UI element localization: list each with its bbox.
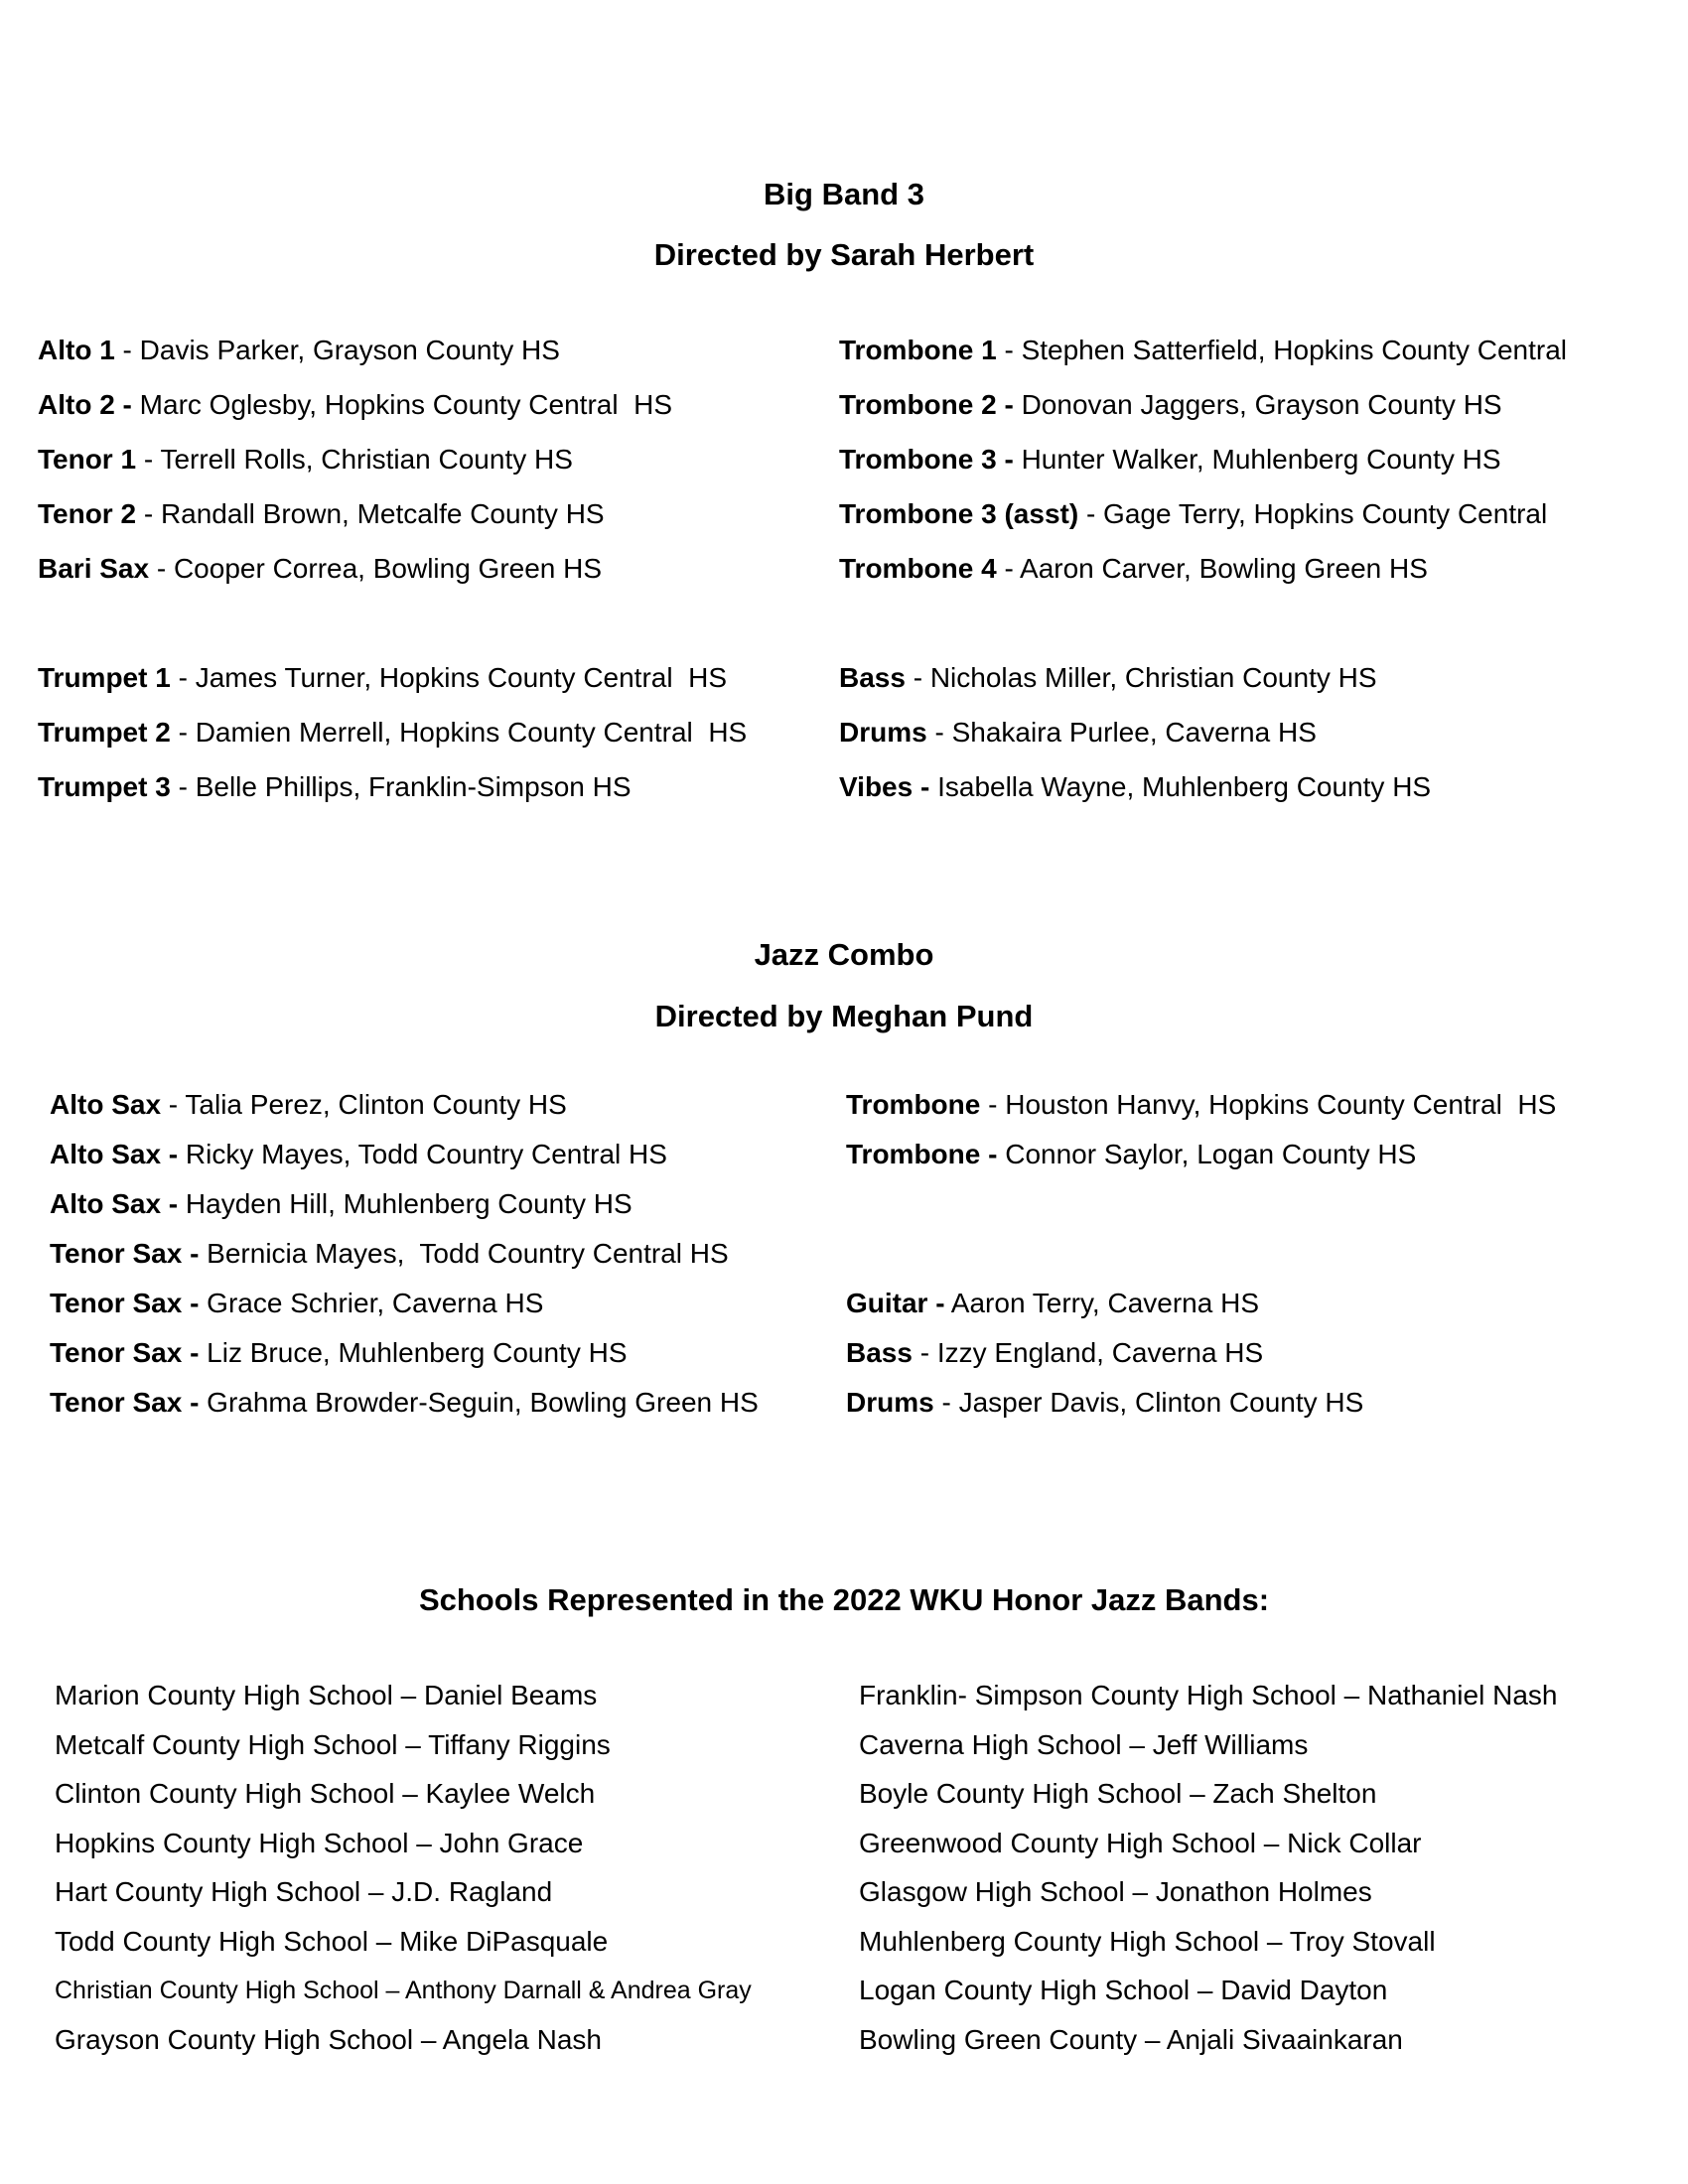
school-entry: Boyle County High School – Zach Shelton — [859, 1778, 1377, 1809]
player-text: - Shakaira Purlee, Caverna HS — [926, 717, 1317, 748]
roster-entry — [846, 1380, 1648, 1430]
roster-entry — [50, 1330, 846, 1380]
roster-entry — [38, 655, 839, 710]
roster-entry — [839, 437, 1646, 491]
roster-entry — [38, 546, 839, 601]
instrument-label: Alto 2 - — [38, 389, 132, 420]
instrument-label: Trombone 4 — [839, 553, 997, 584]
schools-list — [55, 1673, 1648, 2066]
instrument-label: Tenor Sax - — [50, 1288, 200, 1318]
player-text: Donovan Jaggers, Grayson County HS — [1013, 389, 1502, 420]
player-text: Ricky Mayes, Todd Country Central HS — [178, 1139, 667, 1169]
roster-entry — [839, 764, 1646, 819]
school-entry: Christian County High School – Anthony Darnall & Andrea Gray — [55, 1977, 752, 2004]
player-text: Isabella Wayne, Muhlenberg County HS — [929, 771, 1432, 802]
roster-entry — [38, 437, 839, 491]
roster-entry — [50, 1132, 846, 1181]
school-entry: Marion County High School – Daniel Beams — [55, 1680, 598, 1710]
player-text: - James Turner, Hopkins County Central HS — [170, 662, 728, 693]
instrument-label: Guitar - — [846, 1288, 945, 1318]
player-text: - Aaron Carver, Bowling Green HS — [996, 553, 1428, 584]
roster-entry — [839, 546, 1646, 601]
roster-entry — [38, 328, 839, 382]
player-text: - Randall Brown, Metcalfe County HS — [136, 498, 605, 529]
instrument-label: Alto Sax — [50, 1089, 162, 1120]
instrument-label: Tenor Sax - — [50, 1238, 200, 1269]
player-text: Hayden Hill, Muhlenberg County HS — [178, 1188, 633, 1219]
player-text: - Izzy England, Caverna HS — [912, 1337, 1264, 1368]
school-entry: Hopkins County High School – John Grace — [55, 1827, 584, 1858]
instrument-label: Alto Sax - — [50, 1139, 179, 1169]
roster-entry — [846, 1082, 1648, 1132]
school-entry: Hart County High School – J.D. Ragland — [55, 1876, 553, 1907]
instrument-label: Trumpet 1 — [38, 662, 171, 693]
school-entry: Grayson County High School – Angela Nash — [55, 2023, 602, 2055]
player-text: - Talia Perez, Clinton County HS — [161, 1089, 567, 1120]
instrument-label: Drums — [846, 1387, 934, 1418]
roster-entry — [846, 1132, 1648, 1181]
roster-entry — [846, 1330, 1648, 1380]
roster-entry — [839, 382, 1646, 437]
player-text: Aaron Terry, Caverna HS — [944, 1288, 1259, 1318]
instrument-label: Bass — [839, 662, 906, 693]
player-text: Bernicia Mayes, Todd Country Central HS — [199, 1238, 729, 1269]
school-entry: Logan County High School – David Dayton — [859, 1975, 1388, 2005]
schools-title: Schools Represented in the 2022 WKU Honor Jazz Bands: — [418, 1582, 1270, 1617]
roster-entry — [38, 491, 839, 546]
player-text: - Stephen Satterfield, Hopkins County Central — [996, 335, 1568, 365]
school-entry: Muhlenberg County High School – Troy Stovall — [859, 1925, 1436, 1957]
player-text: Liz Bruce, Muhlenberg County HS — [199, 1337, 628, 1368]
instrument-label: Alto 1 — [38, 335, 115, 365]
instrument-label: Trombone 3 (asst) — [839, 498, 1079, 529]
instrument-label: Vibes - — [839, 771, 930, 802]
instrument-label: Tenor Sax - — [50, 1337, 200, 1368]
player-text: - Houston Hanvy, Hopkins County Central HS — [980, 1089, 1557, 1120]
jazz-combo-title: Jazz Combo — [754, 937, 934, 972]
instrument-label: Drums — [839, 717, 927, 748]
roster-entry — [38, 764, 839, 819]
player-text: Connor Saylor, Logan County HS — [997, 1139, 1417, 1169]
instrument-label: Trumpet 3 — [38, 771, 171, 802]
roster-entry — [50, 1380, 846, 1430]
player-text: - Jasper Davis, Clinton County HS — [933, 1387, 1364, 1418]
school-entry: Caverna High School – Jeff Williams — [859, 1728, 1309, 1760]
roster-entry — [50, 1082, 846, 1132]
roster-entry — [839, 655, 1646, 710]
roster-entry — [846, 1281, 1648, 1330]
roster-entry — [50, 1181, 846, 1231]
player-text: - Damien Merrell, Hopkins County Central HS — [170, 717, 748, 748]
school-entry: Glasgow High School – Jonathon Holmes — [859, 1876, 1372, 1907]
player-text: - Nicholas Miller, Christian County HS — [905, 662, 1377, 693]
roster-entry — [839, 491, 1646, 546]
roster-entry — [839, 710, 1646, 764]
instrument-label: Tenor 1 — [38, 444, 137, 475]
instrument-label: Trombone — [846, 1089, 981, 1120]
instrument-label: Tenor Sax - — [50, 1387, 200, 1418]
jazz-combo-subtitle: Directed by Meghan Pund — [654, 999, 1034, 1033]
school-entry: Clinton County High School – Kaylee Welch — [55, 1778, 596, 1809]
instrument-label: Trombone - — [846, 1139, 998, 1169]
instrument-label: Trombone 1 — [839, 335, 997, 365]
player-text: Grace Schrier, Caverna HS — [199, 1288, 544, 1318]
instrument-label: Alto Sax - — [50, 1188, 179, 1219]
player-text: - Terrell Rolls, Christian County HS — [136, 444, 573, 475]
school-entry: Bowling Green County – Anjali Sivaainkaran — [859, 2023, 1403, 2055]
roster-entry — [38, 382, 839, 437]
player-text: - Gage Terry, Hopkins County Central — [1078, 498, 1548, 529]
roster-entry — [38, 710, 839, 764]
instrument-label: Bass — [846, 1337, 913, 1368]
roster-entry — [50, 1281, 846, 1330]
roster-entry — [839, 328, 1646, 382]
school-entry: Greenwood County High School – Nick Collar — [859, 1827, 1422, 1858]
player-text: Marc Oglesby, Hopkins County Central HS — [131, 389, 673, 420]
instrument-label: Trombone 2 - — [839, 389, 1014, 420]
big-band-roster — [38, 328, 1646, 819]
school-entry: Todd County High School – Mike DiPasquale — [55, 1925, 609, 1957]
school-entry: Franklin- Simpson County High School – Nathaniel Nash — [859, 1680, 1558, 1710]
instrument-label: Trumpet 2 — [38, 717, 171, 748]
player-text: Grahma Browder-Seguin, Bowling Green HS — [199, 1387, 759, 1418]
big-band-subtitle: Directed by Sarah Herbert — [653, 237, 1035, 272]
player-text: Hunter Walker, Muhlenberg County HS — [1013, 444, 1501, 475]
jazz-combo-roster — [50, 1082, 1648, 1430]
player-text: - Belle Phillips, Franklin-Simpson HS — [170, 771, 632, 802]
school-entry: Metcalf County High School – Tiffany Riggins — [55, 1728, 611, 1760]
instrument-label: Tenor 2 — [38, 498, 137, 529]
player-text: - Cooper Correa, Bowling Green HS — [149, 553, 603, 584]
instrument-label: Bari Sax — [38, 553, 150, 584]
big-band-title: Big Band 3 — [764, 177, 924, 211]
roster-entry — [50, 1231, 846, 1281]
player-text: - Davis Parker, Grayson County HS — [114, 335, 560, 365]
instrument-label: Trombone 3 - — [839, 444, 1014, 475]
